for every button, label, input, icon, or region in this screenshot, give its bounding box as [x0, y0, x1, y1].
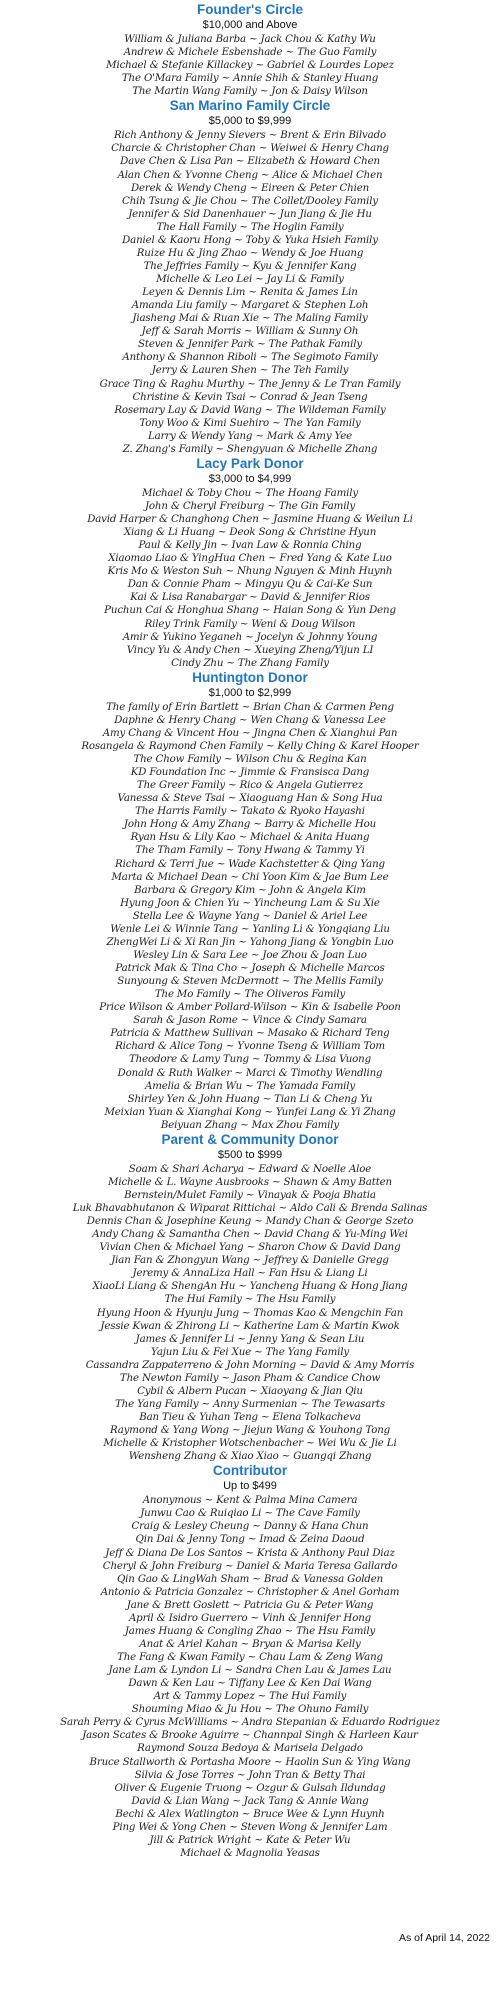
donor-line: Andy Chang & Samantha Chen ~ David Chang & Yu-Ming Wei — [92, 1229, 408, 1241]
donor-line: Jane Lam & Lyndon Li ~ Sandra Chen Lau & James Lau — [108, 1665, 392, 1677]
donor-list — [0, 33, 500, 98]
donor-line: Qin Gao & LingWah Sham ~ Brad & Vanessa Golden — [116, 1573, 384, 1585]
donor-line: Amy Chang & Vincent Hou ~ Jingna Chen & Xianghui Pan — [102, 727, 398, 739]
donor-section — [0, 1463, 500, 1860]
donor-line: Marta & Michael Dean ~ Chi Yoon Kim & Jae Bum Lee — [111, 871, 389, 883]
donor-line: Alan Chen & Yvonne Cheng ~ Alice & Michael Chen — [117, 169, 383, 181]
donor-line: Xiang & Li Huang ~ Deok Song & Christine Hyun — [123, 527, 377, 539]
donor-line: Ryan Hsu & Lily Kao ~ Michael & Anita Huang — [130, 832, 370, 844]
donor-line: Jennifer & Sid Danenhauer ~ Jun Jiang & Jie Hu — [128, 208, 372, 220]
donor-line: Derek & Wendy Cheng ~ Eireen & Peter Chien — [130, 182, 370, 194]
donor-line: Leyen & Dennis Lim ~ Renita & James Lin — [142, 287, 358, 299]
donor-line: Sarah Perry & Cyrus McWilliams ~ Andra Stepanian & Eduardo Rodriguez — [60, 1717, 440, 1729]
donor-line: Chih Tsung & Jie Chou ~ The Collet/Dooley Family — [122, 195, 378, 207]
as-of-date: As of April 14, 2022 — [398, 1932, 490, 1944]
donor-line: Paul & Kelly Jin ~ Ivan Law & Ronnia Ching — [138, 540, 362, 552]
donor-line: Qin Dai & Jenny Tong ~ Imad & Zeina Daoud — [135, 1534, 365, 1546]
donor-section — [0, 98, 500, 456]
donor-line: Steven & Jennifer Park ~ The Pathak Family — [138, 339, 362, 351]
donor-line: Bernstein/Mulet Family ~ Vinayak & Pooja Bhatia — [124, 1189, 376, 1201]
donor-line: Stella Lee & Wayne Yang ~ Daniel & Ariel Lee — [132, 910, 368, 922]
donor-line: Amelia & Brian Wu ~ The Yamada Family — [145, 1080, 355, 1092]
donor-list — [0, 487, 500, 670]
donor-line: Puchun Cai & Honghua Shang ~ Haian Song & Yun Deng — [104, 605, 396, 617]
donor-section — [0, 456, 500, 670]
donor-line: Riley Trink Family ~ Weni & Doug Wilson — [144, 618, 356, 630]
donor-line: Jane & Brett Goslett ~ Patricia Gu & Peter Wang — [126, 1599, 374, 1611]
donor-line: Jeremy & AnnaLiza Hall ~ Fan Hsu & Liang Li — [132, 1268, 368, 1280]
donor-line: Hyung Joon & Chien Yu ~ Yincheung Lam & Su Xie — [120, 897, 380, 909]
donor-line: Daphne & Henry Chang ~ Wen Chang & Vanessa Lee — [114, 714, 386, 726]
donor-line: Raymond Souza Bedoya & Marisela Delgado — [137, 1743, 363, 1755]
donor-line: Kai & Lisa Ranabargar ~ David & Jennifer Rios — [130, 592, 370, 604]
donor-line: Cheryl & John Freiburg ~ Daniel & Maria Teresa Gallardo — [102, 1560, 398, 1572]
donor-line: William & Juliana Barba ~ Jack Chou & Kathy Wu — [124, 34, 376, 45]
donor-line: Meixian Yuan & Xianghai Kong ~ Yunfei Lang & Yi Zhang — [104, 1106, 396, 1118]
donor-line: Price Wilson & Amber Pollard-Wilson ~ Kin & Isabelle Poon — [99, 1002, 401, 1014]
donor-line: Oliver & Eugenie Truong ~ Ozgur & Gulsah Ildundag — [114, 1782, 386, 1794]
donor-line: Patricia & Matthew Sullivan ~ Masako & Richard Teng — [110, 1028, 390, 1040]
donor-line: The Yang Family ~ Anny Surmenian ~ The Tewasarts — [115, 1398, 385, 1410]
donor-line: Patrick Mak & Tina Cho ~ Joseph & Michelle Marcos — [115, 963, 385, 974]
section-title: Founder's Circle — [197, 2, 303, 17]
donor-line: Cindy Zhu ~ The Zhang Family — [171, 657, 329, 669]
donor-line: Rosemary Lay & David Wang ~ The Wildeman Family — [114, 404, 386, 416]
donor-line: Kris Mo & Weston Suh ~ Nhung Nguyen & Minh Huynh — [107, 566, 393, 578]
donor-list — [0, 1163, 500, 1463]
section-giving-range: $500 to $999 — [217, 1148, 283, 1161]
donor-line: Anthony & Shannon Riboli ~ The Segimoto Family — [122, 352, 378, 364]
donor-line: Michael & Stefanie Killackey ~ Gabriel & Lourdes Lopez — [106, 60, 394, 72]
donor-line: The family of Erin Bartlett ~ Brian Chan & Carmen Peng — [106, 701, 394, 713]
donor-line: David Harper & Changhong Chen ~ Jasmine Huang & Weilun Li — [87, 514, 413, 525]
donor-line: Cassandra Zappaterreno & John Morning ~ David & Amy Morris — [85, 1359, 415, 1371]
donor-line: Beiyuan Zhang ~ Max Zhou Family — [160, 1119, 340, 1131]
donor-line: Michael & Toby Chou ~ The Hoang Family — [142, 487, 358, 499]
donor-line: Michelle & Leo Lei ~ Jay Li & Family — [156, 274, 344, 285]
donor-line: Antonio & Patricia Gonzalez ~ Christopher & Anel Gorham — [100, 1586, 400, 1598]
donor-line: Soam & Shari Acharya ~ Edward & Noelle Aloe — [128, 1163, 372, 1175]
donor-line: Michelle & Kristopher Wotschenbacher ~ Wei Wu & Jie Li — [103, 1438, 397, 1450]
donor-line: April & Isidro Guerrero ~ Vinh & Jennifer Hong — [128, 1612, 372, 1624]
donor-section — [0, 670, 500, 1132]
donor-line: Ruize Hu & Jing Zhao ~ Wendy & Joe Huang — [136, 247, 364, 259]
donor-line: Jason Scates & Brooke Aguirre ~ Channpal Singh & Harleen Kaur — [82, 1730, 418, 1742]
donor-line: Jeff & Diana De Los Santos ~ Krista & Anthony Paul Diaz — [105, 1547, 395, 1559]
donor-line: Craig & Lesley Cheung ~ Danny & Hana Chun — [131, 1521, 369, 1533]
section-giving-range: $10,000 and Above — [202, 19, 298, 31]
donor-line: Sarah & Jason Rome ~ Vince & Cindy Samara — [133, 1015, 367, 1027]
donor-line: The Jeffries Family ~ Kyu & Jennifer Kang — [143, 260, 357, 272]
donor-line: The Greer Family ~ Rico & Angela Gutierrez — [136, 780, 364, 792]
section-title: Huntington Donor — [192, 669, 308, 685]
donor-line: Rosangela & Raymond Chen Family ~ Kelly Ching & Karel Hooper — [81, 740, 419, 752]
donor-line: Andrew & Michele Esbenshade ~ The Guo Family — [123, 47, 377, 59]
donor-line: James Huang & Congling Zhao ~ The Hsu Family — [124, 1625, 376, 1637]
donor-section — [0, 2, 500, 98]
donor-line: Shouming Miao & Ju Hou ~ The Ohuno Family — [131, 1704, 369, 1716]
donor-line: Jessie Kwan & Zhirong Li ~ Katherine Lam & Martin Kwok — [100, 1320, 400, 1332]
donor-line: The Martin Wang Family ~ Jon & Daisy Wilson — [132, 86, 368, 98]
donor-line: Yajun Liu & Fei Xue ~ The Yang Family — [151, 1346, 349, 1358]
section-giving-range: Up to $499 — [223, 1480, 277, 1493]
donor-line: Vanessa & Steve Tsai ~ Xiaoguang Han & Song Hua — [117, 793, 383, 805]
donor-line: Sunyoung & Steven McDermott ~ The Mellis Family — [117, 976, 383, 988]
donor-line: Michelle & L. Wayne Ausbrooks ~ Shawn & Amy Batten — [108, 1176, 392, 1188]
donor-line: Dawn & Ken Lau ~ Tiffany Lee & Ken Dai Wang — [128, 1678, 372, 1690]
donor-line: The Tham Family ~ Tony Hwang & Tammy Yi — [135, 845, 365, 857]
donor-line: Tony Woo & Kimi Suehiro ~ The Yan Family — [139, 417, 361, 429]
donor-line: Dave Chen & Lisa Pan ~ Elizabeth & Howard Chen — [120, 156, 380, 168]
donor-line: Jian Fan & Zhongyun Wang ~ Jeffrey & Danielle Gregg — [111, 1255, 389, 1267]
donor-line: Wenle Lei & Winnie Tang ~ Yanling Li & Yongqiang Liu — [110, 923, 390, 935]
donor-line: John & Cheryl Freiburg ~ The Gin Family — [144, 500, 356, 512]
donor-line: Amanda Liu family ~ Margaret & Stephen Loh — [131, 300, 369, 312]
donor-line: Ping Wei & Yong Chen ~ Steven Wong & Jennifer Lam — [112, 1821, 388, 1833]
donor-line: James & Jennifer Li ~ Jenny Yang & Sean Liu — [135, 1333, 365, 1345]
donor-line: Rich Anthony & Jenny Sievers ~ Brent & Erin Bilvado — [113, 130, 387, 142]
donor-line: The Hall Family ~ The Hoglin Family — [156, 221, 344, 233]
donor-line: Luk Bhavabhutanon & Wiparat Rittichai ~ Aldo Cali & Brenda Salinas — [72, 1203, 428, 1214]
donor-line: David & Lian Wang ~ Jack Tang & Annie Wang — [131, 1795, 369, 1807]
donor-line: Richard & Terri Jue ~ Wade Kachstetter & Qing Yang — [115, 858, 385, 870]
donor-line: Dan & Connie Pham ~ Mingyu Qu & Cai-Ke Sun — [127, 579, 373, 591]
donor-line: Theodore & Lamy Tung ~ Tommy & Lisa Vuong — [129, 1054, 371, 1066]
donor-line: Larry & Wendy Yang ~ Mark & Amy Yee — [147, 430, 353, 442]
donor-line: Z. Zhang's Family ~ Shengyuan & Michelle Zhang — [122, 443, 378, 455]
donor-line: Charcie & Christopher Chan ~ Weiwei & Henry Chang — [111, 143, 389, 155]
donor-line: Hyung Hoon & Hyunju Jung ~ Thomas Kao & Mengchin Fan — [96, 1307, 404, 1319]
donor-line: XiaoLi Liang & ShengAn Hu ~ Yancheng Huang & Hong Jiang — [92, 1281, 408, 1293]
donor-list — [0, 1494, 500, 1860]
section-giving-range: $5,000 to $9,999 — [208, 115, 292, 128]
donor-line: Bechi & Alex Watlington ~ Bruce Wee & Lynn Huynh — [115, 1808, 385, 1820]
donor-line: Anat & Ariel Kahan ~ Bryan & Marisa Kelly — [139, 1638, 361, 1650]
donor-line: Xiaomao Liao & YingHua Chen ~ Fred Yang & Kate Luo — [108, 553, 392, 565]
donor-line: Vincy Yu & Andy Chen ~ Xueying Zheng/Yijun LI — [126, 644, 374, 656]
donor-line: Ban Tieu & Yuhan Teng ~ Elena Tolkacheva — [139, 1412, 361, 1423]
donor-sections — [0, 2, 500, 1860]
donor-line: Amir & Yukino Yeganeh ~ Jocelyn & Johnny Young — [122, 631, 378, 643]
donor-line: The O'Mara Family ~ Annie Shih & Stanley Huang — [121, 73, 379, 85]
donor-line: Jill & Patrick Wright ~ Kate & Peter Wu — [149, 1834, 351, 1846]
donor-line: The Fang & Kwan Family ~ Chau Lam & Zeng Wang — [117, 1652, 383, 1663]
donor-line: The Harris Family ~ Takato & Ryoko Hayashi — [135, 806, 365, 818]
section-title: Lacy Park Donor — [196, 455, 304, 471]
section-title: San Marino Family Circle — [169, 98, 331, 114]
section-giving-range: $3,000 to $4,999 — [208, 472, 292, 485]
donor-line: Jiasheng Mai & Ruan Xie ~ The Maling Family — [132, 313, 368, 325]
donor-line: Silvia & Jose Torres ~ John Tran & Betty Thai — [134, 1769, 366, 1781]
donor-line: John Hong & Amy Zhang ~ Barry & Michelle Hou — [123, 819, 377, 831]
donor-line: The Chow Family ~ Wilson Chu & Regina Kan — [133, 754, 367, 765]
donor-section — [0, 1132, 500, 1463]
donor-line: Christine & Kevin Tsai ~ Conrad & Jean Tseng — [132, 391, 368, 403]
donor-list — [0, 701, 500, 1132]
donor-line: Junwu Cao & Ruiqiao Li ~ The Cave Family — [140, 1508, 360, 1520]
donor-line: Anonymous ~ Kent & Palma Mina Camera — [142, 1495, 358, 1507]
donor-line: KD Foundation Inc ~ Jimmie & Fransisca Dang — [130, 767, 370, 779]
donor-line: Vivian Chen & Michael Yang ~ Sharon Chow & David Dang — [99, 1242, 401, 1254]
donor-line: Grace Ting & Raghu Murthy ~ The Jenny & Le Tran Family — [99, 378, 401, 390]
donor-line: The Newton Family ~ Jason Pham & Candice Chow — [119, 1372, 381, 1384]
donor-line: Bruce Stallworth & Portasha Moore ~ Haolin Sun & Ying Wang — [89, 1756, 411, 1768]
donor-line: The Mo Family ~ The Oliveros Family — [154, 989, 346, 1001]
donor-list — [0, 129, 500, 456]
donor-line: Wensheng Zhang & Xiao Xiao ~ Guangqi Zhang — [128, 1451, 372, 1463]
donor-line: Cybil & Albern Pucan ~ Xiaoyang & Jian Qiu — [137, 1385, 363, 1397]
donor-line: Art & Tammy Lopez ~ The Hui Family — [153, 1691, 347, 1703]
donor-line: Jerry & Lauren Shen ~ The Teh Family — [151, 365, 349, 377]
section-title: Parent & Community Donor — [161, 1131, 339, 1147]
donor-line: Daniel & Kaoru Hong ~ Toby & Yuka Hsieh Family — [122, 234, 378, 246]
section-giving-range: $1,000 to $2,999 — [208, 686, 292, 699]
donor-line: Barbara & Gregory Kim ~ John & Angela Kim — [134, 884, 366, 896]
donor-line: Jeff & Sarah Morris ~ William & Sunny Oh — [141, 326, 359, 338]
section-title: Contributor — [212, 1463, 288, 1479]
donor-line: Raymond & Yang Wong ~ Jiejun Wang & Youhong Tong — [109, 1425, 391, 1437]
donor-line: Dennis Chan & Josephine Keung ~ Mandy Chan & George Szeto — [86, 1216, 414, 1228]
donor-line: Wesley Lin & Sara Lee ~ Joe Zhou & Joan Luo — [133, 949, 367, 961]
donor-line: Donald & Ruth Walker ~ Marci & Timothy Wendling — [117, 1067, 383, 1079]
donor-line: Michael & Magnolia Yeasas — [180, 1847, 320, 1859]
donor-line: ZhengWei Li & Xi Ran Jin ~ Yahong Jiang & Yongbin Luo — [106, 936, 394, 948]
donor-line: The Hui Family ~ The Hsu Family — [164, 1294, 336, 1306]
donor-line: Shirley Yen & John Huang ~ Tian Li & Cheng Yu — [127, 1093, 373, 1105]
donor-line: Richard & Alice Tong ~ Yvonne Tseng & William Tom — [115, 1041, 385, 1053]
